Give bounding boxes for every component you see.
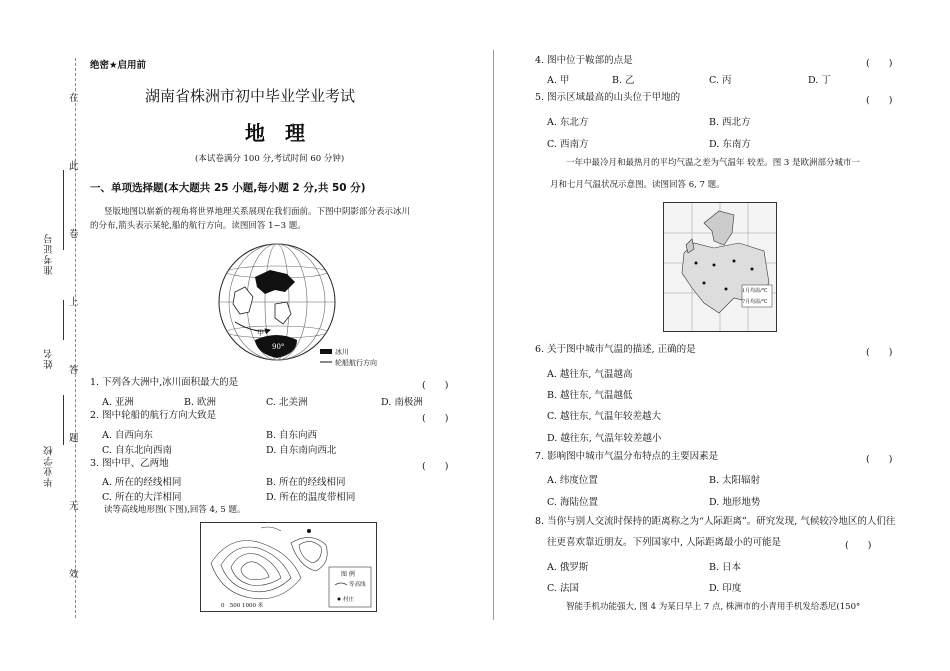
margin-word: 效 bbox=[69, 569, 79, 580]
q8-stem-line: 往更喜欢靠近朋友。下列国家中, 人际距离最小的可能是 bbox=[547, 537, 782, 548]
europe-legend-jul: 7月均温/℃ bbox=[742, 299, 768, 305]
contour-legend-title: 图 例 bbox=[341, 571, 355, 578]
q1-option-d[interactable]: D. 南极洲 bbox=[381, 397, 423, 408]
europe-map-image bbox=[664, 203, 776, 331]
phone-intro: 智能手机功能强大, 图 4 为某日早上 7 点, 株洲市的小青用手机发给悉尼(150° bbox=[566, 602, 861, 612]
contour-figure bbox=[200, 522, 377, 612]
q1-option-b[interactable]: B. 欧洲 bbox=[184, 397, 217, 408]
q7-option-a[interactable]: A. 纬度位置 bbox=[547, 475, 598, 486]
q8-option-a[interactable]: A. 俄罗斯 bbox=[547, 562, 589, 573]
margin-word: 上 bbox=[69, 297, 79, 308]
subject-title: 地 理 bbox=[245, 121, 305, 145]
margin-word: 在 bbox=[69, 93, 79, 104]
q6-option-d[interactable]: D. 越往东, 气温年较差越小 bbox=[547, 433, 662, 444]
q3-option-c[interactable]: C. 所在的大洋相同 bbox=[102, 492, 182, 503]
q2-answer-slot[interactable]: ( ) bbox=[422, 413, 449, 424]
q8-answer-slot[interactable]: ( ) bbox=[845, 540, 872, 551]
q1-answer-slot[interactable]: ( ) bbox=[422, 380, 449, 391]
q8-stem-line: 8. 当你与别人交流时保持的距离称之为“人际距离”。研究发现, 气候较冷地区的人们往 bbox=[535, 516, 896, 527]
q5-option-c[interactable]: C. 西南方 bbox=[547, 139, 589, 150]
intro-line: 竖版地图以崭新的视角将世界地理关系展现在我们面前。下图中阴影部分表示冰川 bbox=[104, 207, 411, 217]
secret-mark: 绝密★启用前 bbox=[90, 60, 147, 71]
section-title: 一、单项选择题(本大题共 25 小题,每小题 2 分,共 50 分) bbox=[90, 182, 366, 194]
q3-stem: 3. 图中甲、乙两地 bbox=[90, 458, 169, 469]
legend-glacier: 冰川 bbox=[335, 348, 349, 356]
q4-option-a[interactable]: A. 甲 bbox=[547, 75, 570, 86]
europe-intro-line: 月和七月气温状况示意图。读图回答 6, 7 题。 bbox=[550, 180, 725, 190]
q2-stem: 2. 图中轮船的航行方向大致是 bbox=[90, 410, 217, 421]
q2-option-d[interactable]: D. 自东南向西北 bbox=[266, 445, 337, 456]
q4-option-c[interactable]: C. 丙 bbox=[709, 75, 732, 86]
contour-legend-contour: 等高线 bbox=[349, 582, 366, 588]
q5-answer-slot[interactable]: ( ) bbox=[866, 95, 893, 106]
exam-number-label: 准考证号 bbox=[44, 233, 55, 275]
school-label: 毕业学校 bbox=[44, 445, 55, 487]
q6-option-b[interactable]: B. 越往东, 气温越低 bbox=[547, 390, 633, 401]
q4-option-b[interactable]: B. 乙 bbox=[612, 75, 635, 86]
q6-option-a[interactable]: A. 越往东, 气温越高 bbox=[547, 369, 633, 380]
margin-word: 此 bbox=[69, 161, 79, 172]
q8-option-c[interactable]: C. 法国 bbox=[547, 583, 579, 594]
q5-option-b[interactable]: B. 西北方 bbox=[709, 117, 751, 128]
europe-figure bbox=[663, 202, 777, 332]
intro-line: 的分布,箭头表示某轮,船的航行方向。读图回答 1~3 题。 bbox=[90, 221, 306, 231]
name-line[interactable] bbox=[63, 300, 64, 340]
q5-option-d[interactable]: D. 东南方 bbox=[709, 139, 751, 150]
q7-stem: 7. 影响图中城市气温分布特点的主要因素是 bbox=[535, 451, 719, 462]
q3-option-b[interactable]: B. 所在的经线相同 bbox=[266, 477, 346, 488]
q2-option-c[interactable]: C. 自东北向西南 bbox=[102, 445, 172, 456]
q7-option-b[interactable]: B. 太阳辐射 bbox=[709, 475, 761, 486]
q1-option-a[interactable]: A. 亚洲 bbox=[102, 397, 134, 408]
q1-option-c[interactable]: C. 北美洲 bbox=[266, 397, 308, 408]
q4-stem: 4. 图中位于鞍部的点是 bbox=[535, 55, 633, 66]
margin-word: 答 bbox=[69, 365, 79, 376]
q5-option-a[interactable]: A. 东北方 bbox=[547, 117, 589, 128]
q8-option-d[interactable]: D. 印度 bbox=[709, 583, 742, 594]
q2-option-a[interactable]: A. 自西向东 bbox=[102, 430, 153, 441]
column-divider bbox=[493, 50, 494, 620]
q1-stem: 1. 下列各大洲中,冰川面积最大的是 bbox=[90, 377, 239, 388]
jia-label: 甲 bbox=[257, 329, 264, 337]
europe-intro-line: 一年中最冷月和最热月的平均气温之差为气温年 较差。图 3 是欧洲部分城市一 bbox=[566, 158, 861, 168]
q5-stem: 5. 图示区域最高的山头位于甲地的 bbox=[535, 92, 681, 103]
contour-scale: 0 500 1000 米 bbox=[221, 603, 264, 609]
q8-option-b[interactable]: B. 日本 bbox=[709, 562, 742, 573]
globe-map-image bbox=[215, 242, 380, 372]
q4-option-d[interactable]: D. 丁 bbox=[808, 75, 831, 86]
exam-note: (本试卷满分 100 分,考试时间 60 分钟) bbox=[195, 154, 345, 164]
europe-legend-jan: 1月均温/℃ bbox=[742, 288, 768, 294]
margin-word: 无 bbox=[69, 501, 79, 512]
contour-legend-village: 村庄 bbox=[343, 597, 355, 603]
q7-option-d[interactable]: D. 地形地势 bbox=[709, 497, 761, 508]
school-line[interactable] bbox=[63, 395, 64, 445]
margin-word: 题 bbox=[69, 433, 79, 444]
q6-option-c[interactable]: C. 越往东, 气温年较差越大 bbox=[547, 411, 662, 422]
exam-number-line[interactable] bbox=[63, 170, 64, 250]
q6-answer-slot[interactable]: ( ) bbox=[866, 347, 893, 358]
legend-route: 轮船航行方向 bbox=[335, 359, 377, 367]
q7-answer-slot[interactable]: ( ) bbox=[866, 454, 893, 465]
exam-title: 湖南省株洲市初中毕业学业考试 bbox=[145, 87, 356, 105]
q2-option-b[interactable]: B. 自东向西 bbox=[266, 430, 318, 441]
q7-option-c[interactable]: C. 海陆位置 bbox=[547, 497, 598, 508]
q6-stem: 6. 关于图中城市气温的描述, 正确的是 bbox=[535, 344, 696, 355]
q4-answer-slot[interactable]: ( ) bbox=[866, 58, 893, 69]
binding-margin bbox=[55, 60, 95, 620]
margin-word: 卷 bbox=[69, 229, 79, 240]
q3-option-a[interactable]: A. 所在的经线相同 bbox=[102, 477, 182, 488]
contour-intro: 读等高线地形图(下图),回答 4, 5 题。 bbox=[104, 505, 246, 515]
q3-answer-slot[interactable]: ( ) bbox=[422, 461, 449, 472]
q3-option-d[interactable]: D. 所在的温度带相同 bbox=[266, 492, 356, 503]
name-label: 姓名 bbox=[44, 348, 55, 369]
globe-figure bbox=[215, 242, 380, 372]
pole-label: 90° bbox=[272, 343, 285, 351]
